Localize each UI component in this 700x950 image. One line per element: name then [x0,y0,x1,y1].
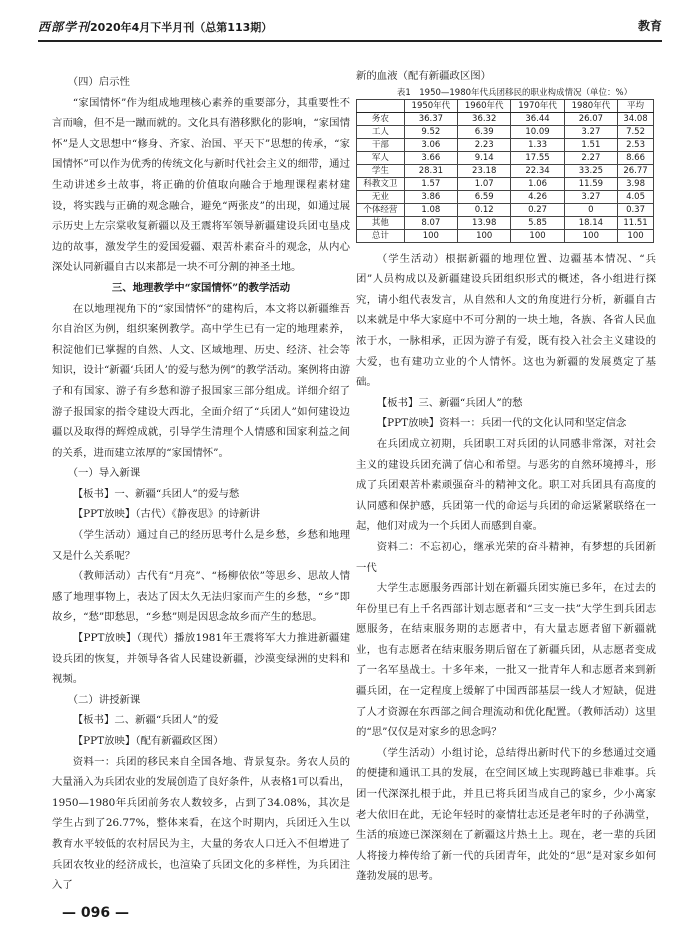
journal-name: 西部学刊 [38,20,91,34]
body-paragraph: 大学生志愿服务西部计划在新疆兵团实施已多年，在过去的年份里已有上千名西部计划志愿者和“三支一扶”大学生到兵团志愿服务，在结束服务期的志愿者中，有大量志愿者留下新疆就业，也有志愿者在结束服务期后留在了新疆兵团，从志愿者变成了一名军垦战士。十多年来，一批又一批青年人和志愿者来到新疆兵团，在一定程度上缓解了中国西部基层一线人才短缺，促进了人才资源在东西部之间合理流动和优化配置。（教师活动）这里的“思”仅仅是对家乡的思念吗？ [356,582,656,739]
table-caption: 表1 1950—1980年代兵团移民的职业构成情况（单位：%） [396,87,633,98]
table-row-label: 工人 [357,125,405,138]
table-cell: 9.14 [458,151,511,164]
table-cell: 11.59 [564,177,617,190]
body-paragraph: 【PPT放映】（现代）播放1981年王震将军大力推进新疆建设兵团的恢复，并领导各省人民建设新疆，沙漠变绿洲的史料和视频。 [52,632,350,686]
table-cell: 3.27 [564,125,617,138]
table-row [357,229,654,242]
page-number: — 096 — [62,905,129,921]
body-paragraph: （学生活动）小组讨论，总结得出新时代下的乡愁通过交通的便捷和通讯工具的发展，在空间区域上实现跨越已非难事。兵团一代深深扎根于此，并且已将兵团当成自己的家乡，少小离家老大依旧在此，无论年轻时的豪情壮志还是老年时的子孙满堂，生活的痕迹已深深刻在了新疆这片热土上。现在，老一辈的兵团人将接力棒传给了新一代的兵团青年，此处的“思”是对家乡如何蓬勃发展的思考。 [356,746,656,883]
table-cell: 3.06 [404,138,457,151]
table-header-row [357,99,654,112]
table-cell: 33.25 [564,164,617,177]
table-row-label: 个体经营 [357,203,405,216]
table-cell: 28.31 [404,164,457,177]
table-row [357,164,654,177]
table-row [357,190,654,203]
table-cell: 36.32 [458,112,511,125]
table-row-label: 学生 [357,164,405,177]
table-cell: 8.66 [618,151,654,164]
table-cell: 8.07 [404,216,457,229]
right-column [356,66,656,887]
table-cell: 26.07 [564,112,617,125]
table-cell: 36.44 [511,112,564,125]
table-cell: 4.26 [511,190,564,203]
table-row-label: 其他 [357,216,405,229]
right-paragraphs [356,249,656,887]
table-corner-cell [357,99,405,112]
table-cell: 1.08 [404,203,457,216]
table-cell: 0.12 [458,203,511,216]
occupation-table [356,99,654,243]
section-heading: 三、地理教学中“家国情怀”的教学活动 [111,281,291,294]
table-cell: 100 [404,229,457,242]
body-paragraph: 在兵团成立初期，兵团职工对兵团的认同感非常深，对社会主义的建设兵团充满了信心和希望。与恶劣的自然环境搏斗，形成了兵团艰苦朴素顽强奋斗的精神文化。职工对兵团具有高度的认同感和保护感，兵团第一代的命运与兵团的命运紧紧联络在一起，他们对成为一个兵团人而感到自豪。 [356,437,656,533]
table-cell: 10.09 [511,125,564,138]
body-paragraph: 资料二：不忘初心，继承光荣的奋斗精神，有梦想的兵团新一代 [356,540,656,574]
table-row-label: 务农 [357,112,405,125]
body-paragraph: 在以地理视角下的“家国情怀”的建构后，本文将以新疆维吾尔自治区为例，组织案例教学。高中学生已有一定的地理素养，积淀他们已掌握的自然、人文、区域地理、历史、经济、社会等知识，设计“新疆‘兵团人’的爱与愁为例”的教学活动。案例将由游子和有国家、游子有乡愁和游子报国家三部分组成。详细介绍了游子报国家的指令建设大西北，全面介绍了“兵团人”如何建设边疆以及取得的辉煌成就，引导学生清理个人情感和国家利益之间的关系，进而建立浓厚的“家国情怀”。 [52,302,350,459]
body-paragraph: 【板书】三、新疆“兵团人”的愁 [376,396,523,409]
table-cell: 100 [511,229,564,242]
table-row-label: 无业 [357,190,405,203]
body-paragraph: “家国情怀”作为组成地理核心素养的重要部分，其重要性不言而喻，但不是一蹴而就的。文化具有潜移默化的影响，“家国情怀”是人文思想中“修身、齐家、治国、平天下”思想的传承，“家国情怀”可以作为优秀的传统文化与新时代社会主义的细带，通过生动讲述乡土故事，将正确的价值取向融合于地理课程素材建设，将实践与正确的观念融合，避免“两张皮”的出现，如通过展示历史上左宗棠收复新疆以及王震将军领导新疆建设兵团屯垦戍边的故事，激发学生的爱国爱疆、艰苦朴素奋斗的观念，从内心深处认同新疆自古以来都是一块不可分割的神圣土地。 [52,96,350,274]
table-cell: 6.39 [458,125,511,138]
page-header [38,14,662,42]
table-cell: 3.98 [618,177,654,190]
body-paragraph: 【板书】二、新疆“兵团人”的爱 [72,714,219,727]
table-cell: 4.05 [618,190,654,203]
table-cell: 1.51 [564,138,617,151]
body-paragraph: （学生活动）通过自己的经历思考什么是乡愁，乡愁和地理又是什么关系呢？ [52,529,350,562]
table-cell: 36.37 [404,112,457,125]
table-cell: 100 [458,229,511,242]
left-column [52,72,350,896]
table-cell: 22.34 [511,164,564,177]
table-cell: 0.37 [618,203,654,216]
table-cell: 100 [618,229,654,242]
table-cell: 0.27 [511,203,564,216]
table-row-label: 总计 [357,229,405,242]
table-cell: 13.98 [458,216,511,229]
table-column-header: 平均 [618,99,654,112]
table-cell: 34.08 [618,112,654,125]
table-column-header: 1970年代 [511,99,564,112]
body-paragraph: （教师活动）古代有“月亮”、“杨柳依依”等思乡、思故人情感了地理事物上，表达了因太久无法归家而产生的乡愁，“乡”即故乡，“愁”即愁思，“乡愁”则是因思念故乡而产生的愁思。 [52,570,350,624]
table-column-header: 1960年代 [458,99,511,112]
table-cell: 18.14 [564,216,617,229]
subsection-heading: （四）启示性 [67,76,130,88]
issue-info: 2020年4月下半月刊（总第113期） [90,21,273,34]
table-lead-text: 新的血液（配有新疆政区图） [356,70,492,82]
table-cell: 3.27 [564,190,617,203]
table-cell: 6.59 [458,190,511,203]
body-paragraph: 【板书】一、新疆“兵团人”的爱与愁 [72,487,240,500]
table-cell: 100 [564,229,617,242]
body-paragraph: （学生活动）根据新疆的地理位置、边疆基本情况、“兵团”人员构成以及新疆建设兵团组织形式的概述，各小组进行探究，请小组代表发言，从自然和人文的角度进行分析，新疆自古以来就是中华大家庭中不可分割的一块土地，各族、各省人民血浓于水，一脉相承，正因为游子有爱，既有投入社会主义建设的大爱，也有建功立业的个人情怀。这也为新疆的发展奠定了基础。 [356,252,656,389]
table-cell: 3.66 [404,151,457,164]
table-column-header: 1980年代 [564,99,617,112]
table-row-label: 军人 [357,151,405,164]
table-cell: 7.52 [618,125,654,138]
table-row [357,151,654,164]
table-cell: 0 [564,203,617,216]
body-paragraph: 【PPT放映】资料一：兵团一代的文化认同和坚定信念 [376,417,627,430]
table-cell: 2.23 [458,138,511,151]
table-row-label: 干部 [357,138,405,151]
body-paragraph: 【PPT放映】（配有新疆政区图） [72,735,224,747]
table-row [357,203,654,216]
body-paragraph: 资料一：兵团的移民来自全国各地、背景复杂。务农人员的大量涌入为兵团农业的发展创造了良好条件，从表格1可以看出，1950—1980年兵团前务农人数较多，占到了34.08%，其次是学生占到了26.77%，整体来看，在这个时期内，兵团迁入生以教育水平较低的农村居民为主，大量的务农人口迁入不但增进了兵团农牧业的经济成长，也渲染了兵团文化的多样性，为兵团注入了 [52,755,350,892]
table-cell: 1.57 [404,177,457,190]
table-cell: 3.86 [404,190,457,203]
table-cell: 17.55 [511,151,564,164]
table-row [357,138,654,151]
subsection-heading: （一）导入新课 [67,467,141,480]
body-paragraph: 【PPT放映】（古代）《静夜思》的诗新讲 [72,508,260,521]
table-cell: 5.85 [511,216,564,229]
table-row [357,125,654,138]
table-cell: 1.33 [511,138,564,151]
table-cell: 1.07 [458,177,511,190]
table-cell: 11.51 [618,216,654,229]
table-body [357,112,654,242]
table-row-label: 科教文卫 [357,177,405,190]
section-name: 教育 [637,19,662,33]
table-row [357,112,654,125]
table-row [357,216,654,229]
table-cell: 9.52 [404,125,457,138]
table-cell: 2.27 [564,151,617,164]
table-cell: 23.18 [458,164,511,177]
subsection-heading: （二）讲授新课 [67,693,141,706]
table-cell: 26.77 [618,164,654,177]
table-cell: 1.06 [511,177,564,190]
table-row [357,177,654,190]
journal-masthead [38,18,272,35]
table-column-header: 1950年代 [404,99,457,112]
table-cell: 2.53 [618,138,654,151]
